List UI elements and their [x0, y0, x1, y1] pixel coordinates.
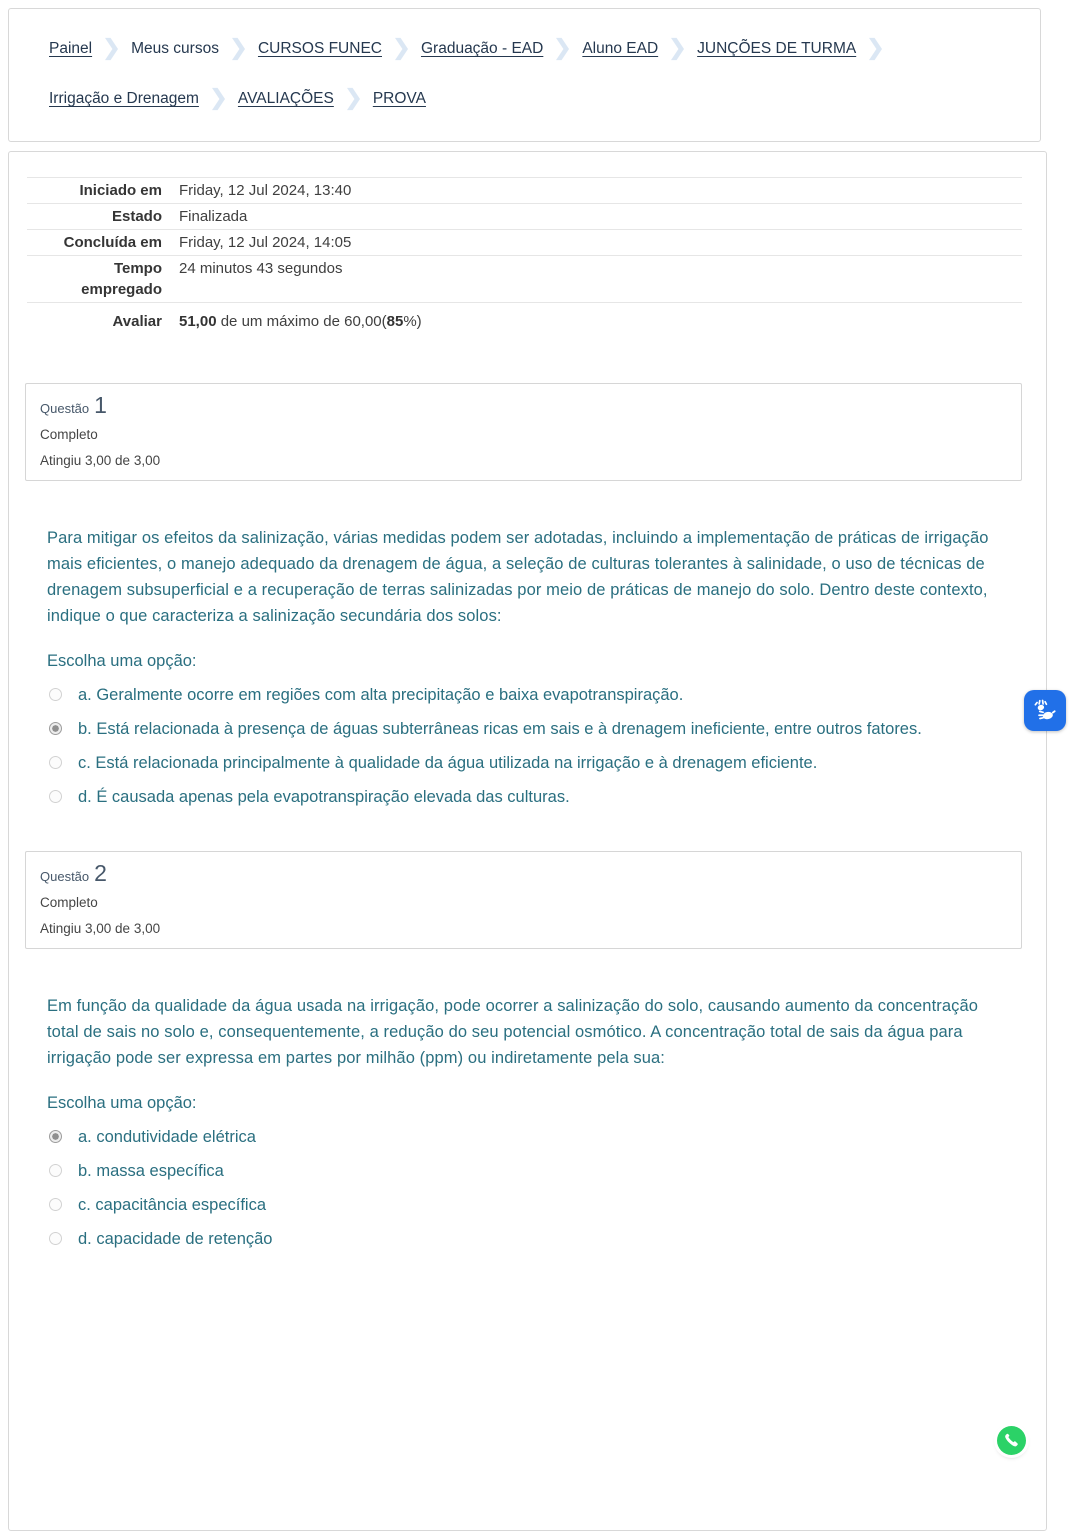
- answer-option-label: c. Está relacionada principalmente à qualidade da água utilizada na irrigação e à drenagem eficiente.: [78, 754, 818, 772]
- answer-option[interactable]: [47, 682, 1022, 708]
- chevron-right-icon: [232, 37, 245, 61]
- question-label: Questão: [40, 869, 90, 884]
- radio-button-icon[interactable]: [49, 1232, 62, 1245]
- chevron-right-icon: [556, 37, 569, 61]
- summary-row: [27, 255, 1022, 302]
- radio-button-icon[interactable]: [49, 790, 62, 803]
- chevron-right-icon: [395, 37, 408, 61]
- breadcrumb-link[interactable]: Aluno EAD: [582, 40, 659, 57]
- radio-button-icon[interactable]: [49, 1198, 62, 1211]
- accessibility-handtalk-button[interactable]: [1024, 690, 1066, 731]
- summary-row-label: Tempo empregado: [81, 260, 162, 298]
- summary-row-value: Friday, 12 Jul 2024, 14:05: [179, 234, 352, 251]
- answer-option[interactable]: [47, 1158, 1022, 1184]
- chevron-right-icon: [347, 87, 360, 111]
- summary-row: [27, 302, 1022, 342]
- sign-language-hands-icon: [1032, 698, 1058, 724]
- quiz-review-card: [8, 151, 1047, 1531]
- question-block: [25, 383, 1022, 810]
- summary-row-label: Iniciado em: [79, 182, 162, 199]
- breadcrumb-link[interactable]: PROVA: [372, 90, 426, 107]
- answer-option-label: a. condutividade elétrica: [78, 1128, 256, 1146]
- whatsapp-icon: [1003, 1432, 1020, 1449]
- summary-row: [27, 203, 1022, 229]
- question-number: 2: [94, 860, 107, 886]
- answer-option[interactable]: [47, 1192, 1022, 1218]
- breadcrumb-link[interactable]: CURSOS FUNEC: [257, 40, 382, 57]
- summary-row-value: 51,00 de um máximo de 60,00(85%): [179, 313, 422, 330]
- question-grade: Atingiu 3,00 de 3,00: [40, 921, 161, 936]
- answer-option[interactable]: [47, 1124, 1022, 1150]
- breadcrumb-link[interactable]: Irrigação e Drenagem: [49, 90, 199, 107]
- answer-option-label: d. É causada apenas pela evapotranspiração elevada das culturas.: [78, 788, 570, 806]
- radio-button-icon[interactable]: [49, 688, 62, 701]
- answer-option[interactable]: [47, 784, 1022, 810]
- breadcrumb-link[interactable]: Graduação - EAD: [420, 40, 544, 57]
- breadcrumb-card: [8, 8, 1041, 142]
- question-block: [25, 851, 1022, 1252]
- answer-option-label: b. Está relacionada à presença de águas subterrâneas ricas em sais e à drenagem ineficiente, entre outros fatores.: [78, 720, 922, 738]
- breadcrumb: [49, 37, 949, 111]
- breadcrumb-link[interactable]: Meus cursos: [131, 40, 219, 57]
- question-info-box: [25, 851, 1022, 949]
- answer-option-label: a. Geralmente ocorre em regiões com alta precipitação e baixa evapotranspiração.: [78, 686, 684, 704]
- answer-options: [47, 1124, 1022, 1252]
- summary-row-label: Concluída em: [63, 234, 162, 251]
- whatsapp-button[interactable]: [997, 1426, 1026, 1455]
- answer-option[interactable]: [47, 1226, 1022, 1252]
- question-label: Questão: [40, 401, 90, 416]
- answer-option-label: c. capacitância específica: [78, 1196, 267, 1214]
- answer-prompt: Escolha uma opção:: [47, 1094, 197, 1112]
- summary-row: [27, 177, 1022, 203]
- breadcrumb-link[interactable]: Painel: [49, 40, 93, 57]
- summary-row-value: 24 minutos 43 segundos: [179, 260, 343, 277]
- radio-button-icon[interactable]: [49, 722, 62, 735]
- chevron-right-icon: [671, 37, 684, 61]
- question-status: Completo: [40, 427, 98, 442]
- question-body: [47, 993, 1022, 1252]
- breadcrumb-link[interactable]: JUNÇÕES DE TURMA: [697, 40, 857, 57]
- radio-button-icon[interactable]: [49, 1164, 62, 1177]
- summary-row-label: Avaliar: [112, 313, 162, 330]
- question-status: Completo: [40, 895, 98, 910]
- question-info-box: [25, 383, 1022, 481]
- summary-row: [27, 229, 1022, 255]
- answer-options: [47, 682, 1022, 810]
- answer-option[interactable]: [47, 716, 1022, 742]
- radio-button-icon[interactable]: [49, 1130, 62, 1143]
- question-text: Para mitigar os efeitos da salinização, várias medidas podem ser adotadas, incluindo a implementação de práticas de irrigação mais eficientes, o manejo adequado da drenagem de água, a seleção de culturas tolerantes à salinidade, o uso de técnicas de drenagem subsuperficial e a recuperação de terras salinizadas por meio de práticas de manejo do solo. Dentro deste contexto, indique o que caracteriza a salinização secundária dos solos:: [47, 529, 989, 625]
- answer-option-label: d. capacidade de retenção: [78, 1230, 273, 1248]
- chevron-right-icon: [212, 87, 225, 111]
- summary-row-value: Finalizada: [179, 208, 248, 225]
- questions-list: [25, 383, 1022, 1252]
- answer-option-label: b. massa específica: [78, 1162, 224, 1180]
- question-body: [47, 525, 1022, 810]
- radio-button-icon[interactable]: [49, 756, 62, 769]
- chevron-right-icon: [105, 37, 118, 61]
- question-text: Em função da qualidade da água usada na irrigação, pode ocorrer a salinização do solo, causando aumento da concentração total de sais no solo e, consequentemente, a redução do seu potencial osmótico. A concentração total de sais da água para irrigação pode ser expressa em partes por milhão (ppm) ou indiretamente pela sua:: [47, 997, 979, 1067]
- summary-row-value: Friday, 12 Jul 2024, 13:40: [179, 182, 352, 199]
- question-number: 1: [94, 392, 107, 418]
- summary-row-label: Estado: [111, 208, 162, 225]
- quiz-summary-table: [27, 177, 1022, 342]
- question-grade: Atingiu 3,00 de 3,00: [40, 453, 161, 468]
- breadcrumb-link[interactable]: AVALIAÇÕES: [237, 90, 334, 107]
- answer-prompt: Escolha uma opção:: [47, 652, 197, 670]
- chevron-right-icon: [869, 37, 882, 61]
- answer-option[interactable]: [47, 750, 1022, 776]
